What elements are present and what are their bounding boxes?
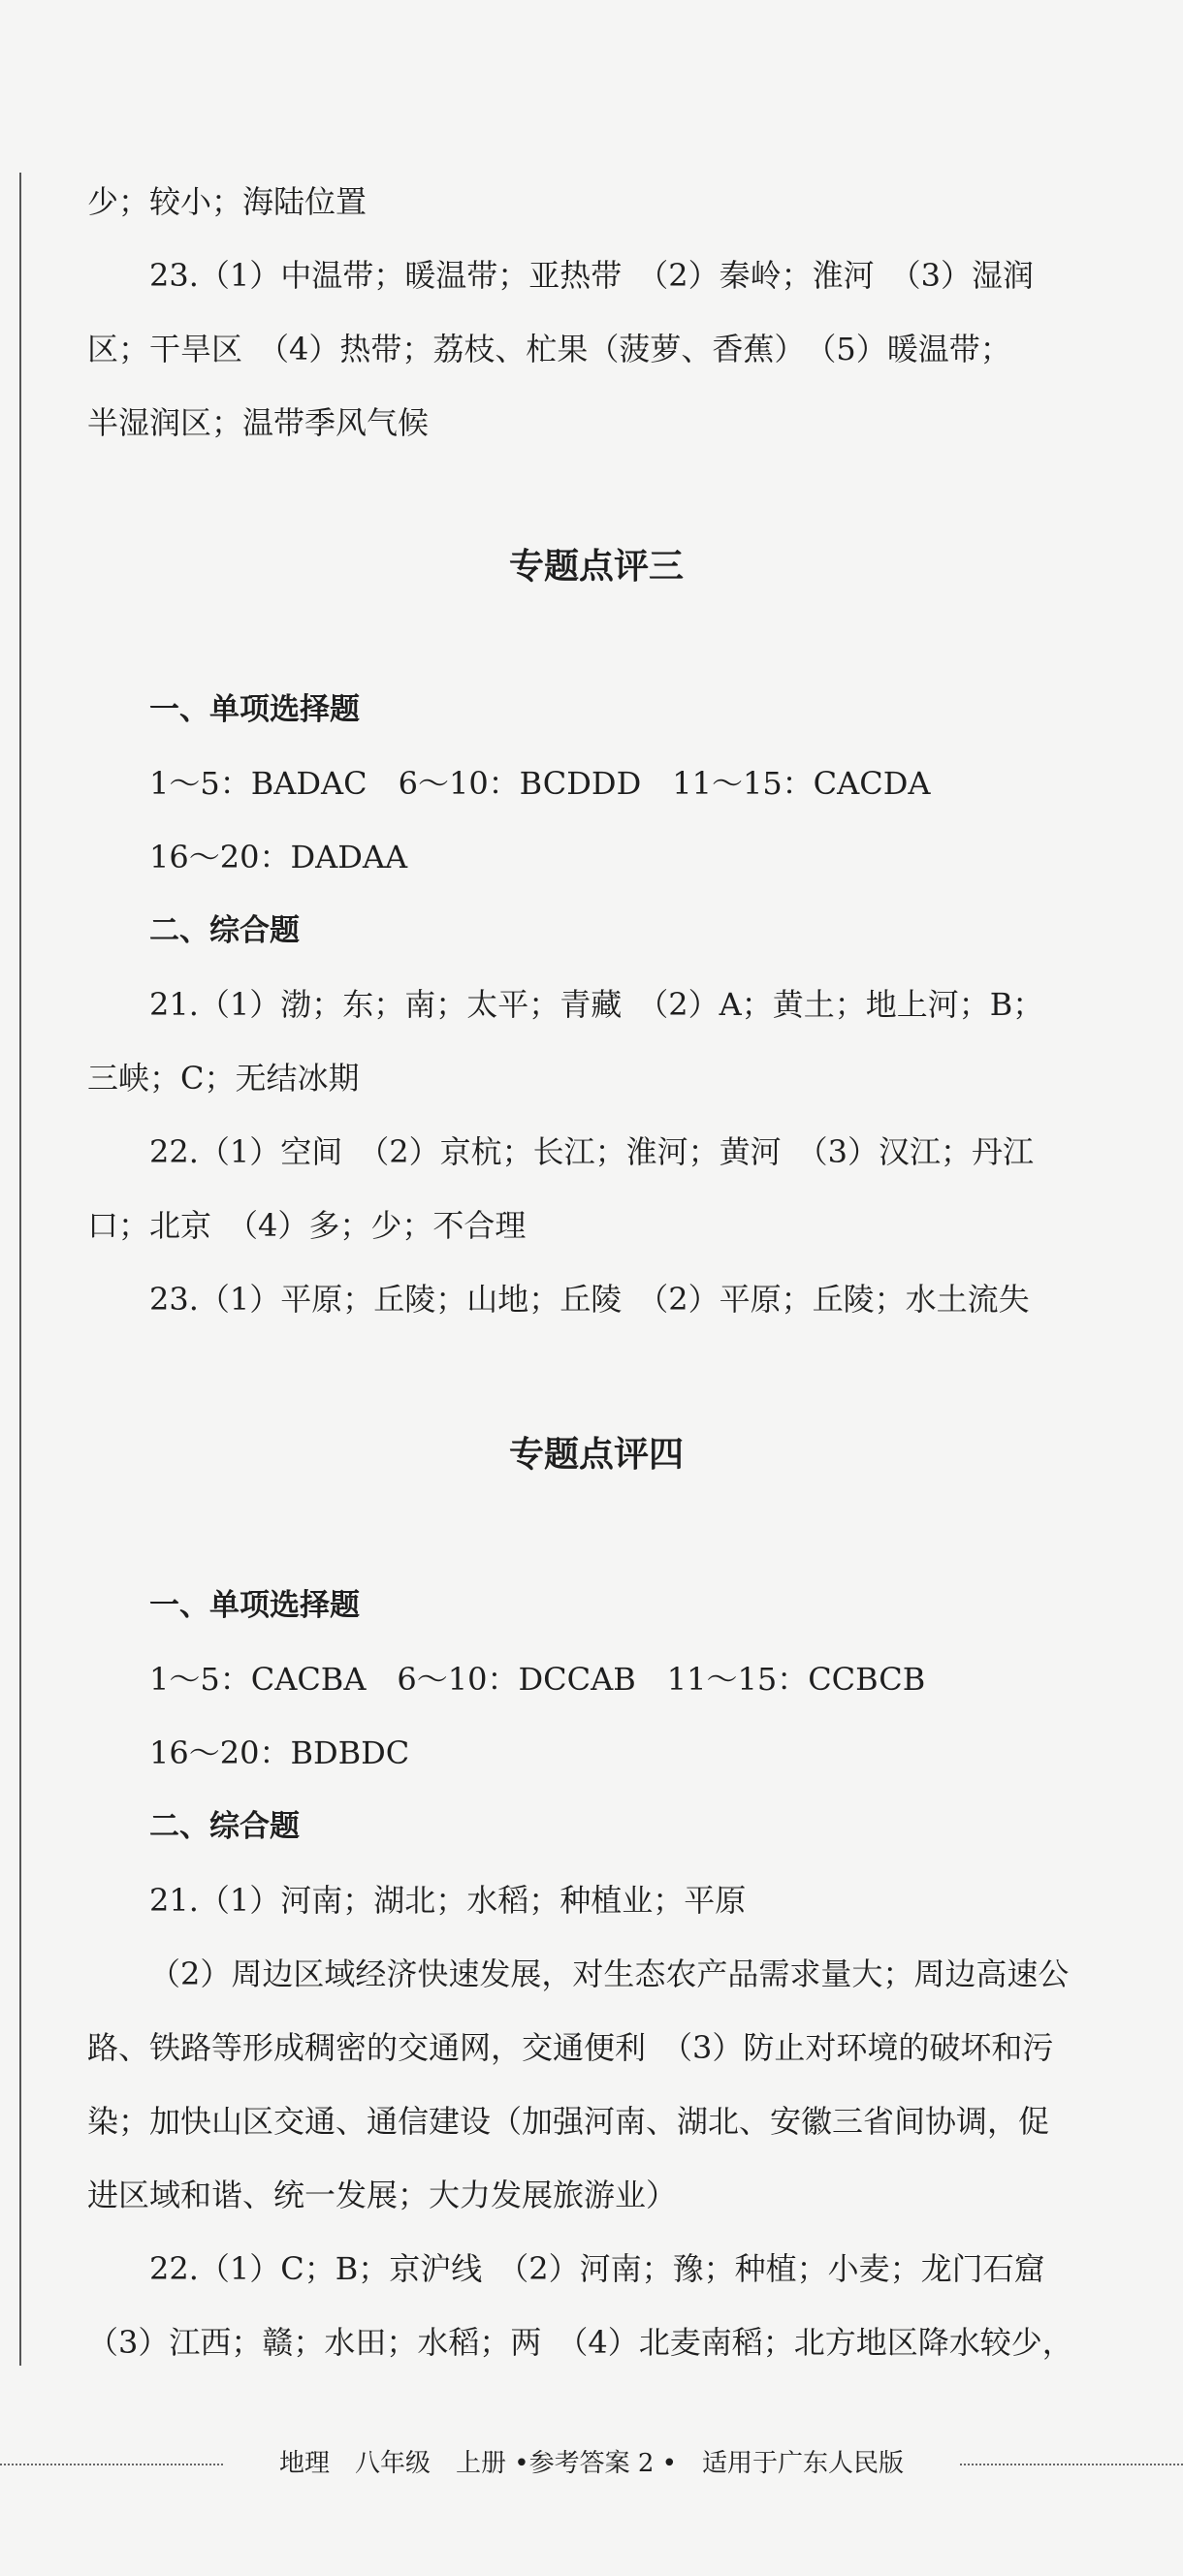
margin-rule <box>19 173 21 2366</box>
answer-line: 三峡；C；无结冰期 <box>87 1060 360 1097</box>
answer-line: （3）江西；赣；水田；水稻；两 （4）北麦南稻；北方地区降水较少， <box>87 2324 1073 2361</box>
answer-line: 路、铁路等形成稠密的交通网，交通便利 （3）防止对环境的破坏和污 <box>87 2029 1054 2066</box>
section-title: 专题点评四 <box>508 1434 684 1475</box>
section-heading: 二、综合题 <box>149 1809 300 1844</box>
page-content <box>87 165 1105 2379</box>
answer-line: 21.（1）渤；东；南；太平；青藏 （2）A；黄土；地上河；B； <box>149 986 1044 1023</box>
answer-line: 进区域和谐、统一发展；大力发展旅游业） <box>87 2177 678 2213</box>
text-line: 23.（1）中温带；暖温带；亚热带 （2）秦岭；淮河 （3）湿润 <box>149 257 1034 294</box>
answer-line: 22.（1）空间 （2）京杭；长江；淮河；黄河 （3）汉江；丹江 <box>149 1133 1034 1170</box>
answer-line: （2）周边区域经济快速发展，对生态农产品需求量大；周边高速公 <box>149 1956 1070 1992</box>
answer-line: 22.（1）C；B；京沪线 （2）河南；豫；种植；小麦；龙门石窟 <box>149 2250 1045 2287</box>
answer-line: 23.（1）平原；丘陵；山地；丘陵 （2）平原；丘陵；水土流失 <box>149 1281 1030 1318</box>
answer-line: 1～5：BADAC 6～10：BCDDD 11～15：CACDA <box>149 765 931 802</box>
answer-line: 口；北京 （4）多；少；不合理 <box>87 1207 527 1244</box>
section-heading: 一、单项选择题 <box>149 692 360 727</box>
text-line: 少；较小；海陆位置 <box>87 183 368 220</box>
answer-line: 染；加快山区交通、通信建设（加强河南、湖北、安徽三省间协调，促 <box>87 2103 1050 2140</box>
footer-rule-left <box>0 2464 223 2465</box>
footer-rule-right <box>960 2464 1183 2465</box>
answer-line: 16～20：BDBDC <box>149 1734 410 1771</box>
section-title: 专题点评三 <box>508 546 684 587</box>
text-line: 区；干旱区 （4）热带；荔枝、杧果（菠萝、香蕉） （5）暖温带； <box>87 331 1011 367</box>
text-line: 半湿润区；温带季风气候 <box>87 404 430 441</box>
answer-line: 1～5：CACBA 6～10：DCCAB 11～15：CCBCB <box>149 1661 926 1698</box>
answer-line: 16～20：DADAA <box>149 839 408 875</box>
section-heading: 二、综合题 <box>149 913 300 948</box>
footer-text: 地理 八年级 上册 •参考答案 2 • 适用于广东人民版 <box>278 2449 904 2478</box>
answer-line: 21.（1）河南；湖北；水稻；种植业；平原 <box>149 1882 747 1919</box>
page-footer <box>0 2444 1183 2483</box>
section-heading: 一、单项选择题 <box>149 1588 360 1623</box>
